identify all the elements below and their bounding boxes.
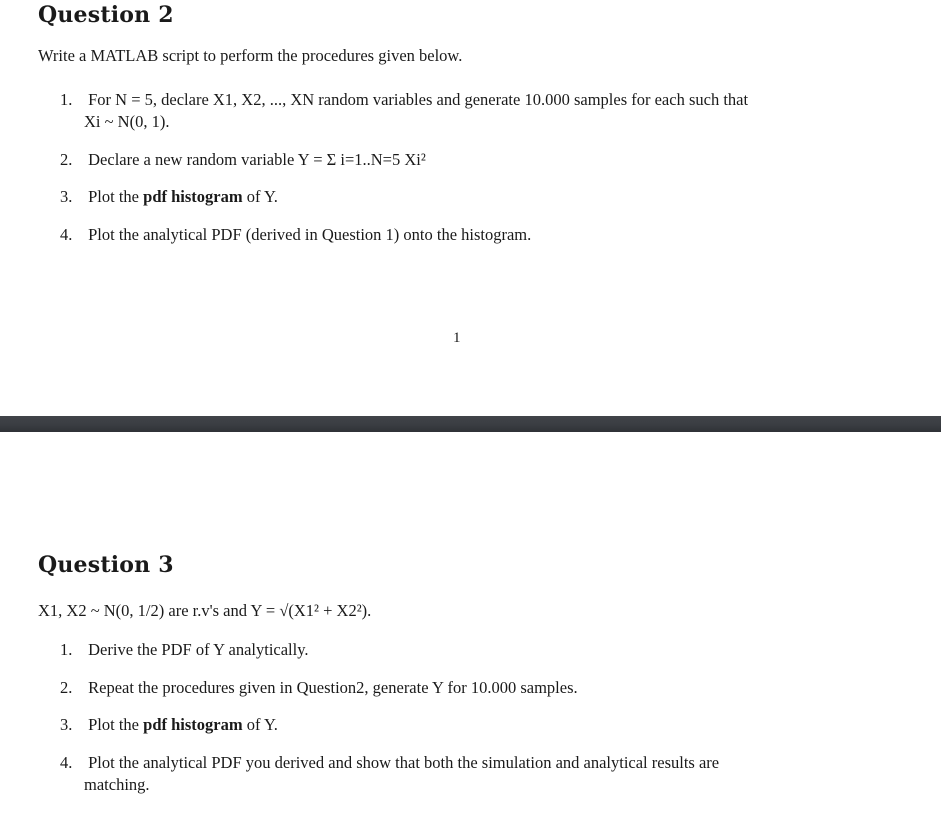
q2-item-3-text-post: of Y. (242, 187, 278, 206)
q3-item-2 (60, 677, 880, 699)
question-3-title: Question 3 (38, 552, 174, 578)
q3-item-3-number: 3. (60, 715, 73, 734)
q2-item-3 (60, 186, 880, 208)
q3-item-2-number: 2. (60, 678, 73, 697)
q3-item-3-text-bold: pdf histogram (143, 715, 243, 734)
q3-item-1-number: 1. (60, 640, 73, 659)
page-number: 1 (453, 330, 461, 346)
q2-item-1 (60, 89, 880, 133)
document-page-2 (0, 432, 941, 817)
q2-item-1-text: For N = 5, declare X1, X2, ..., XN random variables and generate 10.000 samples for each such that (88, 90, 749, 109)
q3-item-3-text-post: of Y. (242, 715, 278, 734)
q2-item-1-number: 1. (60, 90, 73, 109)
q2-item-2-number: 2. (60, 150, 73, 169)
q2-item-2-text: Declare a new random variable Y = Σ i=1..N=5 Xi² (88, 150, 426, 169)
q3-item-3-text-pre: Plot the (88, 715, 144, 734)
q3-item-4-number: 4. (60, 753, 73, 772)
q2-item-3-text-pre: Plot the (88, 187, 144, 206)
q2-item-4-text: Plot the analytical PDF (derived in Question 1) onto the histogram. (88, 225, 532, 244)
q3-item-4-text: Plot the analytical PDF you derived and show that both the simulation and analytical results are (88, 753, 720, 772)
q2-item-3-text-bold: pdf histogram (143, 187, 243, 206)
q2-item-2 (60, 149, 880, 171)
q3-item-3 (60, 714, 880, 736)
q2-item-3-number: 3. (60, 187, 73, 206)
question-2-intro: Write a MATLAB script to perform the procedures given below. (38, 46, 463, 65)
q3-item-1 (60, 639, 880, 661)
q2-item-4 (60, 224, 880, 246)
page-separator (0, 416, 941, 432)
q3-item-2-text: Repeat the procedures given in Question2, generate Y for 10.000 samples. (88, 678, 578, 697)
q2-item-4-number: 4. (60, 225, 73, 244)
q3-item-1-text: Derive the PDF of Y analytically. (88, 640, 309, 659)
q3-item-4 (60, 752, 880, 796)
question-2-title: Question 2 (38, 2, 174, 28)
q3-item-4-text-cont: matching. (84, 775, 150, 794)
q2-item-1-text-cont: Xi ~ N(0, 1). (84, 112, 170, 131)
question-3-intro: X1, X2 ~ N(0, 1/2) are r.v's and Y = √(X1² + X2²). (38, 601, 372, 620)
